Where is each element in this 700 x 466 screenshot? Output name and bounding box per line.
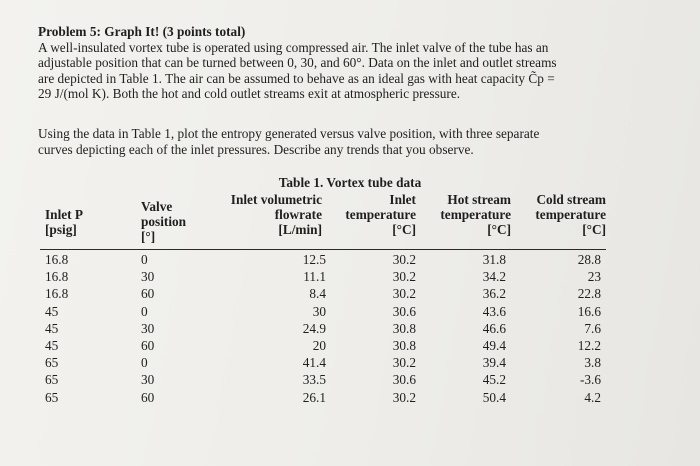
- cell-cold-temp: 22.8: [577, 286, 601, 302]
- cell-cold-temp: 3.8: [584, 355, 601, 371]
- cell-inlet-p: 45: [45, 320, 59, 336]
- cell-valve: 30: [141, 372, 155, 388]
- cell-inlet-p: 45: [45, 303, 59, 319]
- table-row: [40, 354, 610, 371]
- cell-cold-temp: -3.6: [579, 372, 601, 388]
- cell-hot-temp: 45.2: [482, 372, 506, 388]
- cell-inlet-p: 16.8: [45, 286, 69, 302]
- cell-flowrate: 11.1: [303, 269, 326, 285]
- cell-inlet-p: 65: [45, 372, 59, 388]
- header-cold-stream-temperature: Cold stream temperature [°C]: [535, 192, 606, 237]
- table-row: [40, 320, 610, 337]
- cell-inlet-temp: 30.2: [392, 355, 416, 371]
- cell-flowrate: 8.4: [309, 286, 326, 302]
- cell-cold-temp: 16.6: [577, 303, 601, 319]
- table-row: [40, 389, 610, 406]
- cell-cold-temp: 28.8: [577, 252, 601, 267]
- table-row: [40, 285, 610, 302]
- cell-flowrate: 20: [312, 337, 326, 353]
- table-row: [40, 371, 610, 388]
- cell-valve: 30: [141, 320, 155, 336]
- instruction-line: Using the data in Table 1, plot the entropy generated versus valve position, with three separate: [38, 126, 540, 141]
- cell-inlet-p: 16.8: [45, 252, 69, 267]
- cell-cold-temp: 12.2: [577, 337, 601, 353]
- cell-inlet-temp: 30.2: [392, 286, 416, 302]
- cell-valve: 0: [141, 303, 148, 319]
- cell-valve: 30: [141, 269, 155, 285]
- cell-flowrate: 26.1: [302, 389, 326, 405]
- cell-hot-temp: 50.4: [482, 389, 506, 405]
- problem-line: 29 J/(mol K). Both the hot and cold outlet streams exit at atmospheric pressure.: [38, 86, 461, 101]
- table-row: [40, 268, 610, 285]
- table-row: [40, 303, 610, 320]
- cell-inlet-temp: 30.2: [392, 252, 416, 267]
- table-row: [40, 251, 610, 268]
- header-valve-position: Valve position [°]: [141, 199, 187, 244]
- cell-inlet-p: 65: [45, 389, 59, 405]
- instruction-paragraph: [38, 126, 638, 157]
- cell-hot-temp: 36.2: [482, 286, 506, 302]
- problem-line: adjustable position that can be turned between 0, 30, and 60°. Data on the inlet and outlet streams: [38, 55, 557, 70]
- cell-flowrate: 24.9: [302, 320, 326, 336]
- cell-valve: 0: [141, 355, 148, 371]
- cell-valve: 60: [141, 337, 155, 353]
- problem-line: A well-insulated vortex tube is operated using compressed air. The inlet valve of the tube has an: [38, 39, 549, 55]
- table-header-rule: [40, 249, 606, 250]
- header-volumetric-flowrate: Inlet volumetric flowrate [L/min]: [230, 192, 322, 237]
- cell-inlet-temp: 30.6: [392, 372, 416, 388]
- cell-cold-temp: 4.2: [584, 389, 601, 405]
- header-hot-stream-temperature: Hot stream temperature [°C]: [440, 192, 511, 237]
- cell-cold-temp: 7.6: [584, 320, 601, 336]
- problem-heading: Problem 5: Graph It! (3 points total): [38, 24, 246, 39]
- cell-valve: 60: [141, 286, 155, 302]
- cell-hot-temp: 31.8: [482, 252, 506, 267]
- header-inlet-p: Inlet P [psig]: [45, 207, 84, 237]
- table-title: Table 1. Vortex tube data: [278, 175, 422, 190]
- cell-hot-temp: 49.4: [482, 337, 506, 353]
- cell-flowrate: 41.4: [302, 355, 326, 371]
- cell-inlet-p: 45: [45, 337, 59, 353]
- problem-line: are depicted in Table 1. The air can be assumed to behave as an ideal gas with heat capacity C̃p =: [38, 70, 555, 86]
- table-body: [40, 251, 610, 406]
- cell-inlet-p: 65: [45, 355, 59, 371]
- cell-inlet-p: 16.8: [45, 269, 69, 285]
- cell-hot-temp: 34.2: [482, 269, 506, 285]
- cell-cold-temp: 23: [587, 269, 601, 285]
- instruction-line: curves depicting each of the inlet pressures. Describe any trends that you observe.: [38, 141, 474, 157]
- cell-inlet-temp: 30.8: [392, 337, 416, 353]
- cell-flowrate: 33.5: [302, 372, 326, 388]
- cell-inlet-temp: 30.6: [392, 303, 416, 319]
- cell-flowrate: 12.5: [302, 252, 326, 267]
- header-inlet-temperature: Inlet temperature [°C]: [345, 192, 416, 237]
- table-row: [40, 337, 610, 354]
- cell-valve: 60: [141, 389, 155, 405]
- cell-flowrate: 30: [312, 303, 326, 319]
- problem-statement: [38, 24, 638, 102]
- cell-inlet-temp: 30.2: [392, 269, 416, 285]
- cell-inlet-temp: 30.2: [392, 389, 416, 405]
- cell-valve: 0: [141, 252, 148, 267]
- cell-hot-temp: 43.6: [482, 303, 506, 319]
- cell-hot-temp: 46.6: [482, 320, 506, 336]
- cell-hot-temp: 39.4: [482, 355, 506, 371]
- cell-inlet-temp: 30.8: [392, 320, 416, 336]
